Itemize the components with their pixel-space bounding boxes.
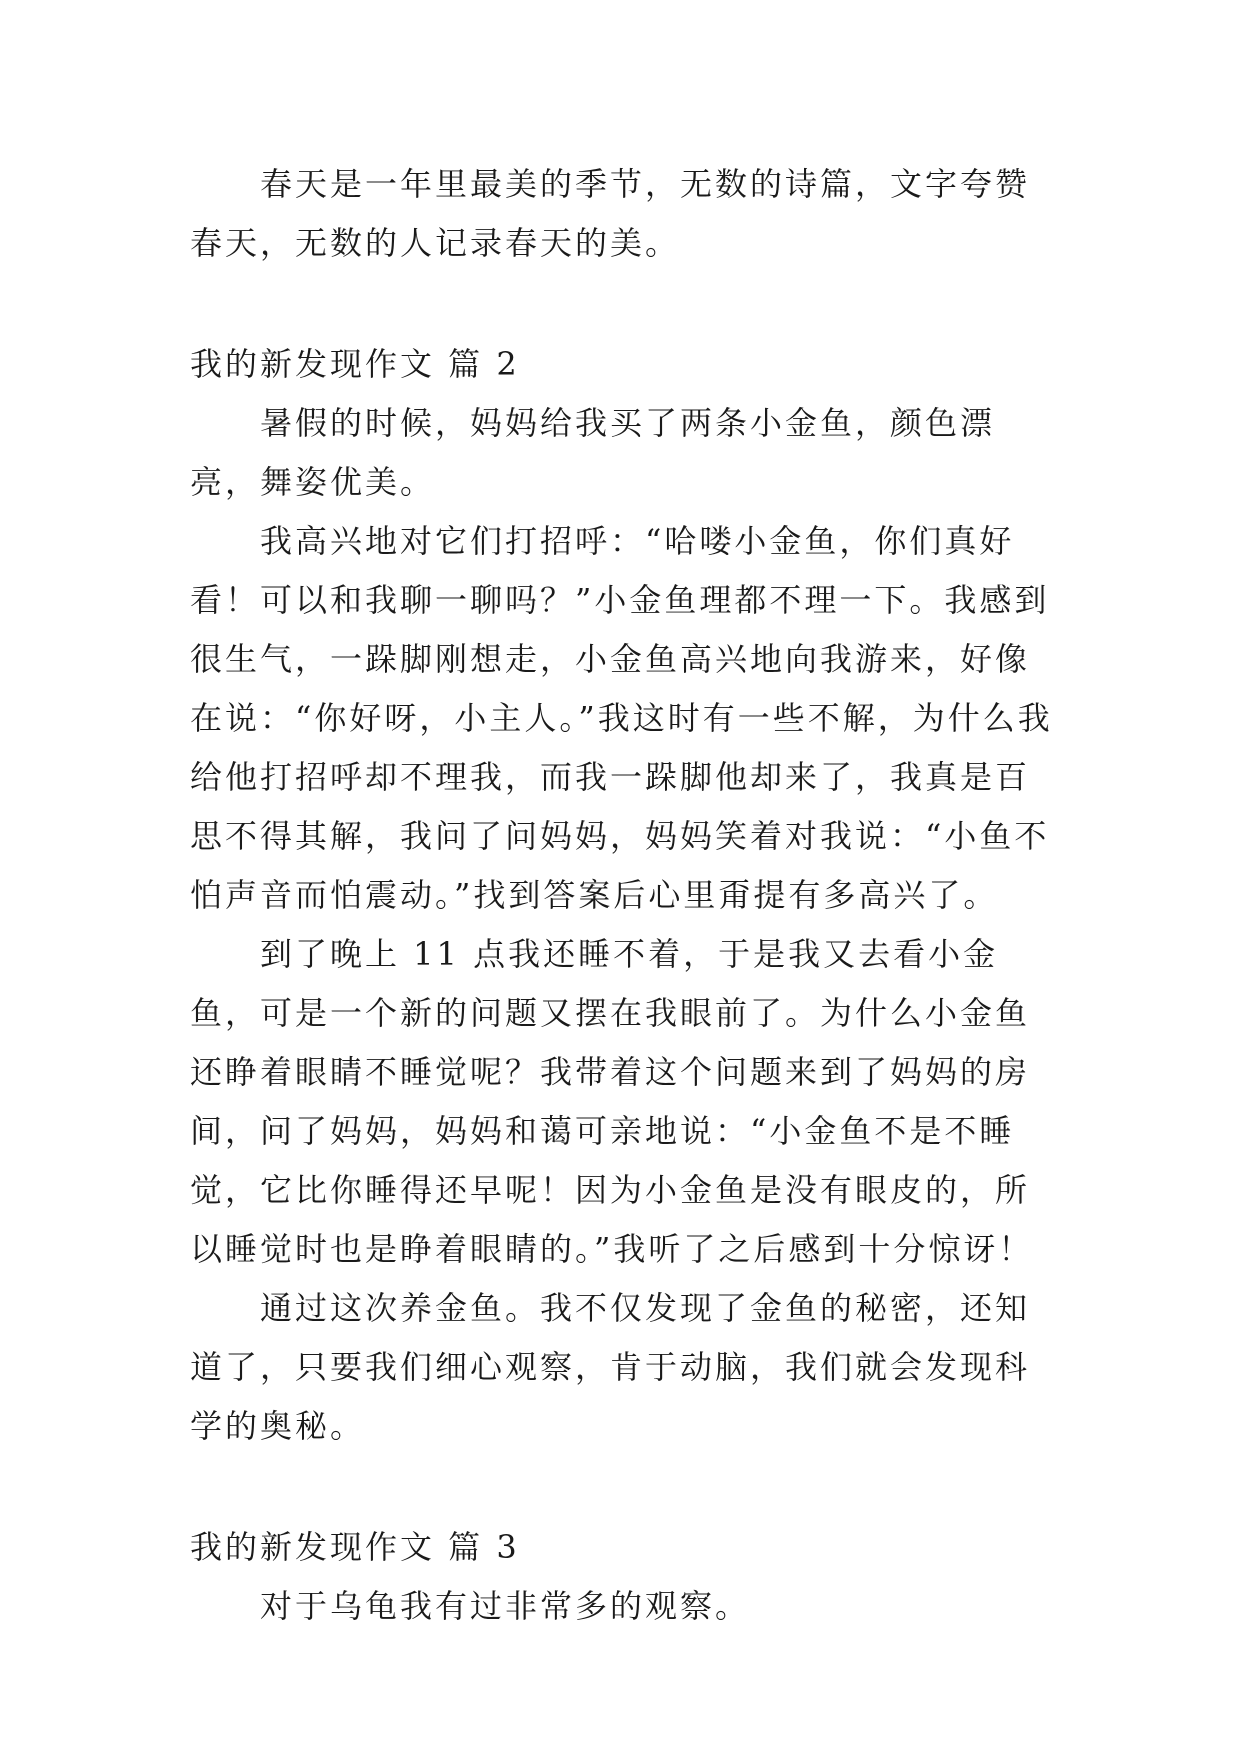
section-2-paragraph-3: 到了晚上 11 点我还睡不着，于是我又去看小金鱼，可是一个新的问题又摆在我眼前了。为什么小金鱼还睁着眼睛不睡觉呢？我带着这个问题来到了妈妈的房间，问了妈妈，妈妈和蔼可亲地说：“小金鱼不是不睡觉，它比你睡得还早呢！因为小金鱼是没有眼皮的，所以睡觉时也是睁着眼睛的。”我听了之后感到十分惊讶！ [190,935,1034,1268]
intro-paragraph: 春天是一年里最美的季节，无数的诗篇，文字夸赞春天，无数的人记录春天的美。 [190,165,1031,262]
section-2-paragraph-2: 我高兴地对它们打招呼：“哈喽小金鱼，你们真好看！可以和我聊一聊吗？”小金鱼理都不理一下。我感到很生气，一跺脚刚想走，小金鱼高兴地向我游来，好像在说：“你好呀，小主人。”我这时有一些不解，为什么我给他打招呼却不理我，而我一跺脚他却来了，我真是百思不得其解，我问了问妈妈，妈妈笑着对我说：“小鱼不怕声音而怕震动。”找到答案后心里甭提有多高兴了。 [190,522,1053,914]
document-body [190,155,1060,1636]
section-2-paragraph-4: 通过这次养金鱼。我不仅发现了金鱼的秘密，还知道了，只要我们细心观察，肯于动脑，我们就会发现科学的奥秘。 [190,1289,1031,1445]
section-heading-3: 我的新发现作文 篇 3 [190,1528,520,1566]
section-2-paragraph-1: 暑假的时候，妈妈给我买了两条小金鱼，颜色漂亮，舞姿优美。 [190,404,996,501]
section-heading-2: 我的新发现作文 篇 2 [190,345,520,383]
section-3-paragraph-1: 对于乌龟我有过非常多的观察。 [260,1587,751,1625]
